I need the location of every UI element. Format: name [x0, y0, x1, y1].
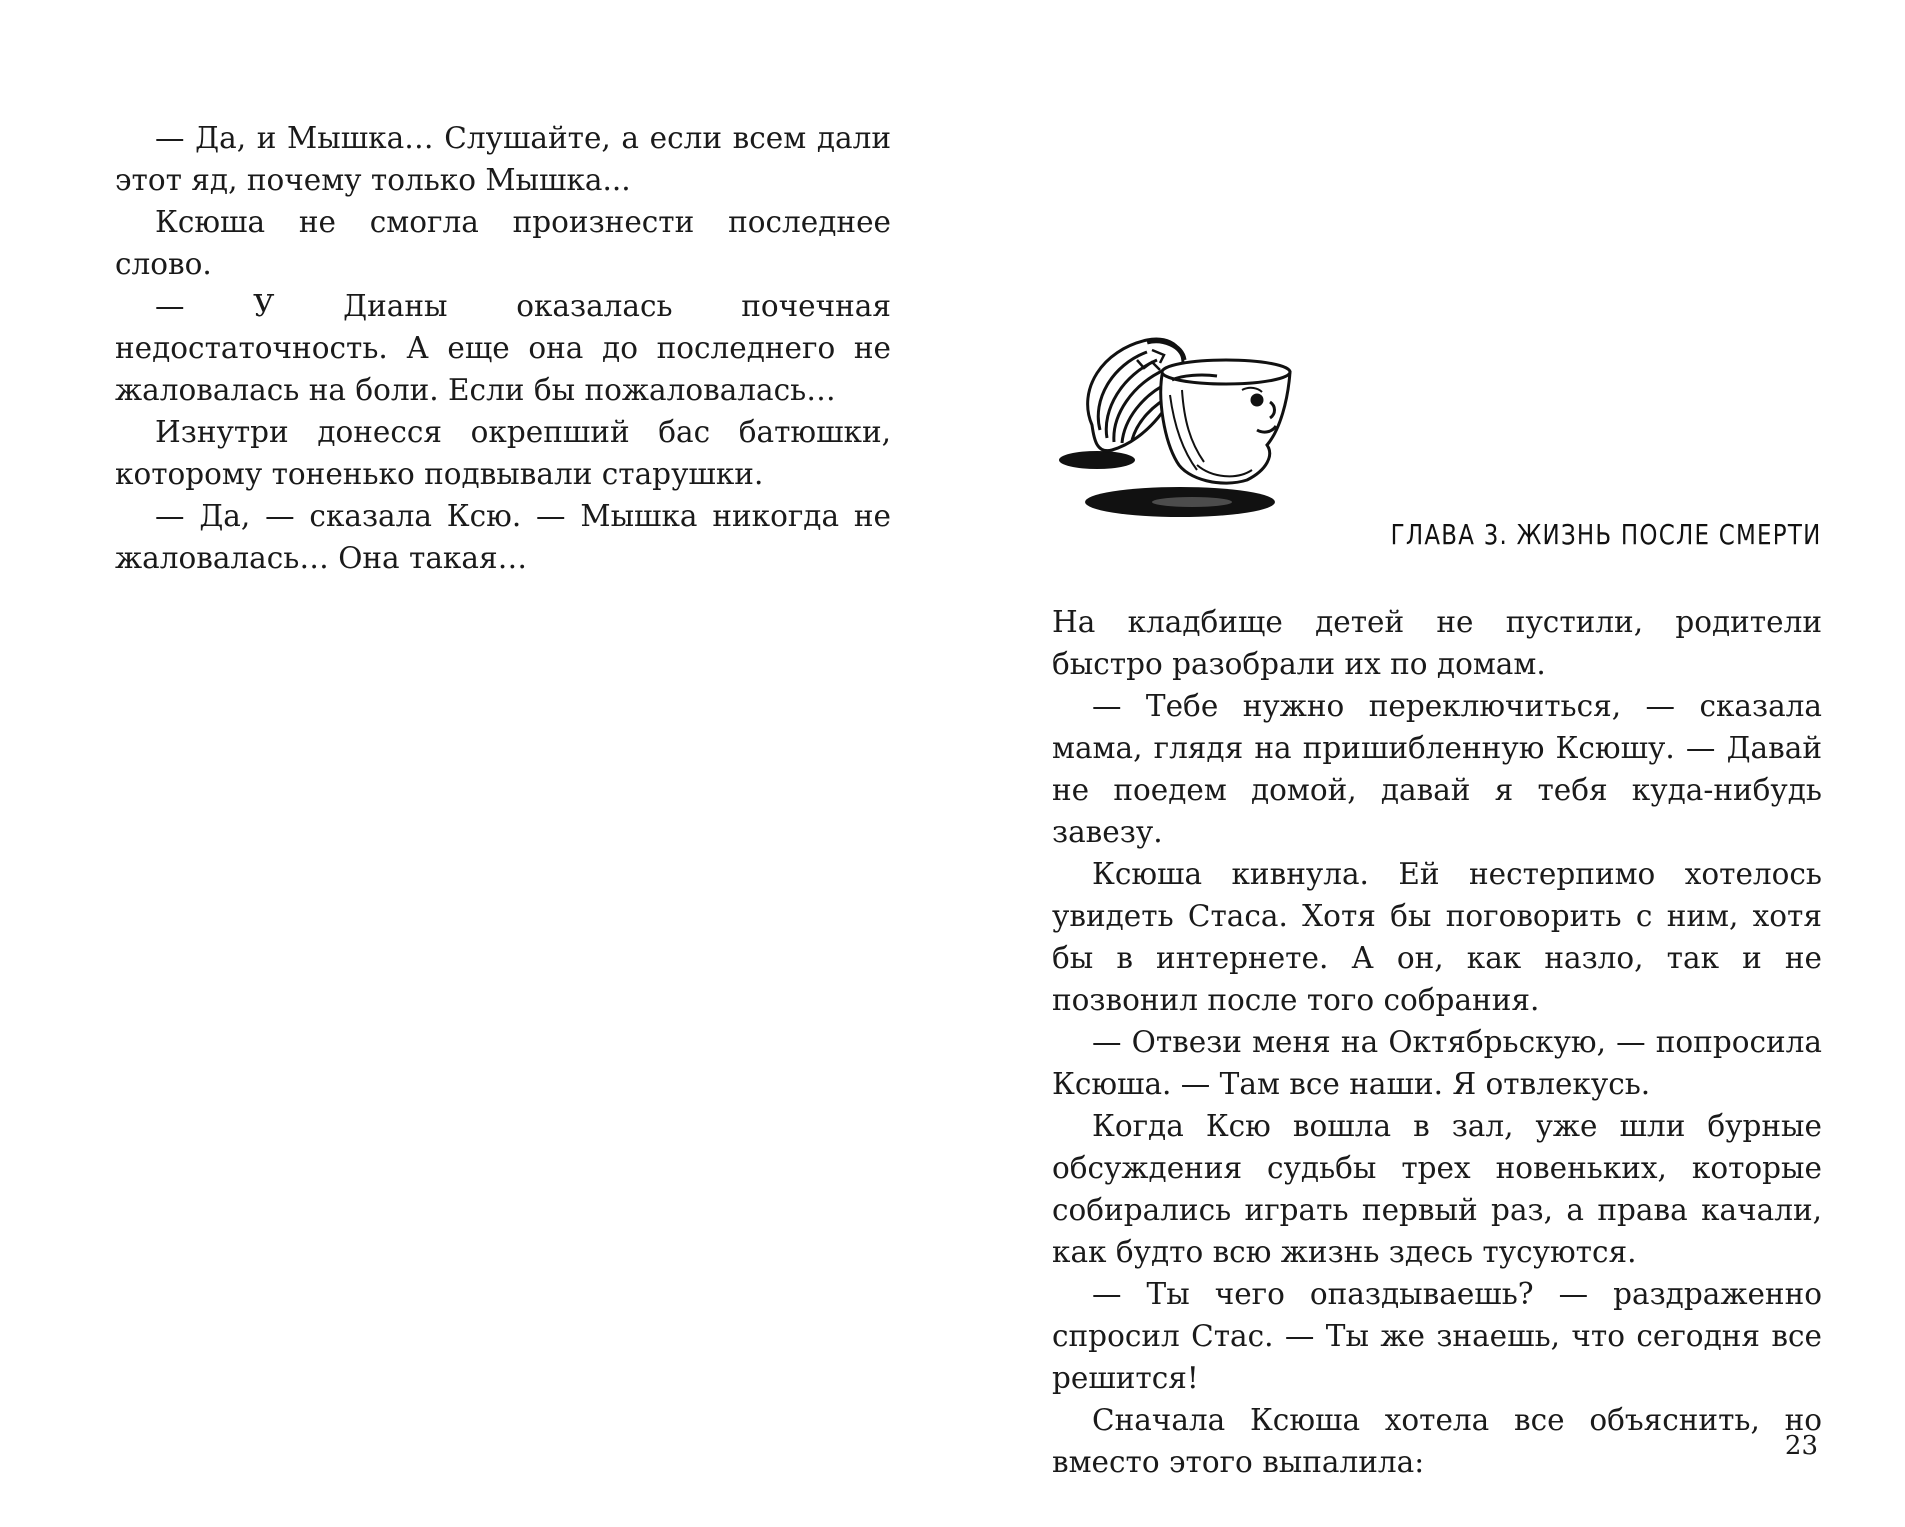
chapter-title: ГЛАВА 3. ЖИЗНЬ ПОСЛЕ СМЕРТИ	[1391, 518, 1822, 551]
right-page-text	[1052, 601, 1822, 1483]
paragraph: Ксюша не смогла произнести последнее слово.	[115, 205, 891, 281]
paragraph: — У Дианы оказалась почечная недостаточность. А еще она до последнего не жаловалась на боли. Если бы пожаловалась…	[115, 289, 891, 407]
left-page	[0, 0, 952, 1527]
paragraph: Ксюша кивнула. Ей нестерпимо хотелось увидеть Стаса. Хотя бы поговорить с ним, хотя бы в интернете. А он, как назло, так и не позвонил после того собрания.	[1052, 857, 1822, 1017]
paragraph: На кладбище детей не пустили, родители быстро разобрали их по домам.	[1052, 605, 1822, 681]
paragraph: — Отвези меня на Октябрьскую, — попросила Ксюша. — Там все наши. Я отвлекусь.	[1052, 1025, 1822, 1101]
page-number: 23	[1784, 1431, 1818, 1461]
paragraph: — Да, и Мышка… Слушайте, а если всем дали этот яд, почему только Мышка...	[115, 121, 891, 197]
paragraph: Изнутри донесся окрепший бас батюшки, которому тоненько подвывали старушки.	[115, 415, 891, 491]
paragraph: — Тебе нужно переключиться, — сказала мама, глядя на пришибленную Ксюшу. — Давай не поедем домой, давай я тебя куда-нибудь завезу.	[1052, 689, 1822, 849]
broken-eggshell-illustration	[1052, 330, 1302, 522]
left-page-text	[115, 117, 891, 579]
paragraph: Сначала Ксюша хотела все объяснить, но вместо этого выпалила:	[1052, 1403, 1822, 1479]
paragraph: — Ты чего опаздываешь? — раздраженно спросил Стас. — Ты же знаешь, что сегодня все решится!	[1052, 1277, 1822, 1395]
right-page	[952, 0, 1905, 1527]
paragraph: — Да, — сказала Ксю. — Мышка никогда не жаловалась… Она такая…	[115, 499, 891, 575]
paragraph: Когда Ксю вошла в зал, уже шли бурные обсуждения судьбы трех новеньких, которые собирались играть первый раз, а права качали, как будто всю жизнь здесь тусуются.	[1052, 1109, 1822, 1269]
